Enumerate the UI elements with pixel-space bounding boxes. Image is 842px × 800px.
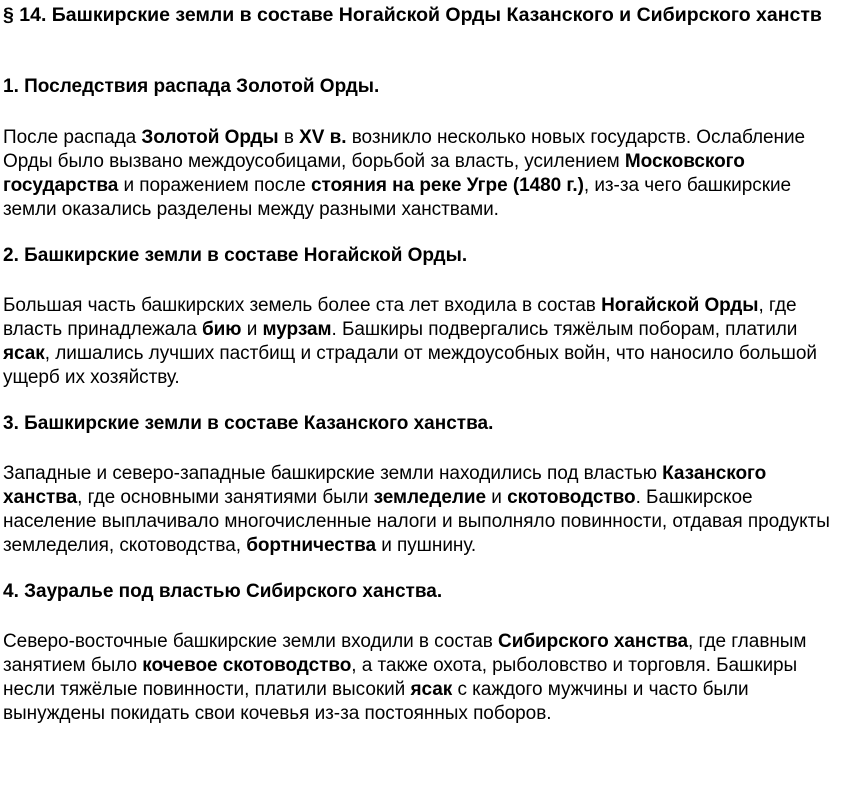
bold-term: бортничества: [246, 535, 376, 556]
bold-term: Ногайской Орды: [601, 295, 759, 316]
section-heading-3: 3. Башкирские земли в составе Казанского ханства.: [3, 413, 494, 434]
bold-term: ясак: [3, 343, 45, 364]
bold-term: Золотой Орды: [141, 127, 279, 148]
paragraph-text: , где основными занятиями были: [77, 487, 374, 508]
bold-term: XV в.: [299, 127, 347, 148]
bold-term: Московского государства: [3, 151, 745, 196]
bold-term: мурзам: [262, 319, 332, 340]
paragraph-text: в: [278, 127, 300, 148]
section-heading-4: 4. Зауралье под властью Сибирского ханства.: [3, 581, 443, 602]
section-heading-2: 2. Башкирские земли в составе Ногайской Орды.: [3, 245, 468, 266]
paragraph-text: с каждого мужчины и часто были вынуждены покидать свои кочевья из-за постоянных поборов.: [3, 679, 749, 724]
bold-term: бию: [201, 319, 242, 340]
paragraph-text: и: [486, 487, 508, 508]
paragraph-text: , где главным занятием было: [3, 631, 807, 676]
paragraph-text: После распада: [3, 127, 142, 148]
paragraph-text: , из-за чего башкирские земли оказались разделены между разными ханствами.: [3, 175, 792, 220]
paragraph-text: , а также охота, рыболовство и торговля. Башкиры несли тяжёлые повинности, платили высокий: [3, 655, 798, 700]
paragraph-text: и пушнину.: [375, 535, 477, 556]
bold-term: земледелие: [373, 487, 487, 508]
paragraph-text: , лишались лучших пастбищ и страдали от междоусобных войн, что наносило большой ущерб их хозяйству.: [3, 343, 817, 388]
paragraph-text: . Башкирское население выплачивало многочисленные налоги и выполняло повинности, отдавая продукты земледелия, скотоводства,: [3, 487, 830, 556]
paragraph-text: Западные и северо-западные башкирские земли находились под властью: [3, 463, 663, 484]
bold-term: Казанского ханства: [3, 463, 767, 508]
section-paragraph-2: [3, 294, 836, 390]
paragraph-text: Северо-восточные башкирские земли входили в состав: [3, 631, 499, 652]
section-paragraph-1: [3, 126, 836, 222]
bold-term: ясак: [410, 679, 453, 700]
section-heading-1: 1. Последствия распада Золотой Орды.: [3, 76, 380, 97]
section-paragraph-3: [3, 462, 836, 558]
paragraph-text: возникло несколько новых государств. Ослабление Орды было вызвано междоусобицами, борьбой за власть, усилением: [3, 127, 806, 172]
paragraph-text: и: [241, 319, 263, 340]
paragraph-text: , где власть принадлежала: [3, 295, 797, 340]
bold-term: скотоводство: [507, 487, 636, 508]
section-paragraph-4: [3, 630, 836, 726]
bold-term: стояния на реке Угре (1480 г.): [310, 175, 584, 196]
bold-term: Сибирского ханства: [498, 631, 689, 652]
paragraph-text: Большая часть башкирских земель более ста лет входила в состав: [3, 295, 602, 316]
paragraph-text: . Башкиры подвергались тяжёлым поборам, платили: [331, 319, 798, 340]
document-title: § 14. Башкирские земли в составе Ногайской Орды Казанского и Сибирского ханств: [3, 4, 822, 26]
bold-term: кочевое скотоводство: [142, 655, 352, 676]
paragraph-text: и поражением после: [118, 175, 311, 196]
